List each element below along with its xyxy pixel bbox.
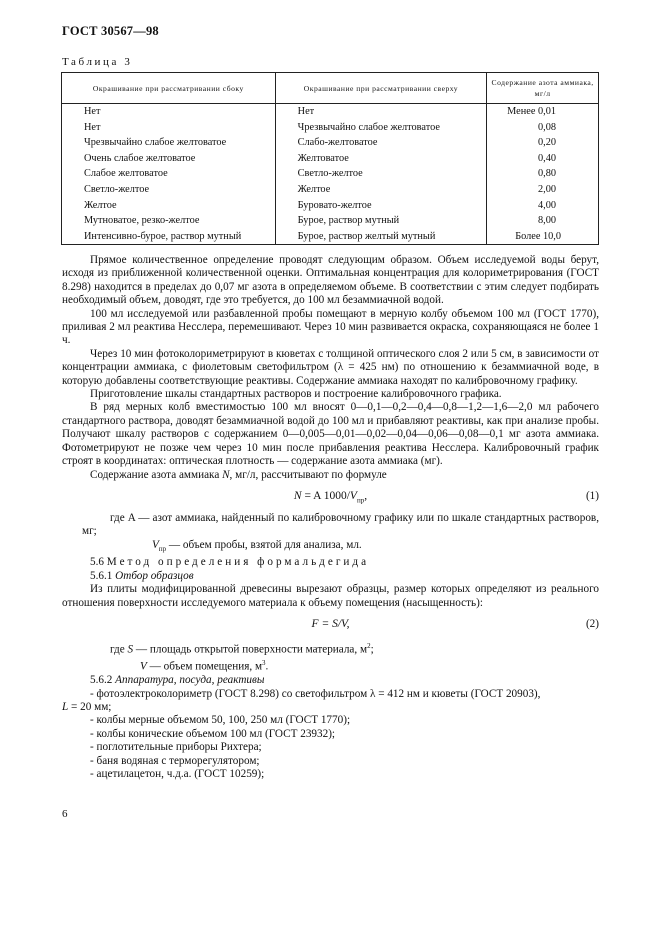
variable: N [222,468,230,481]
text-run: — объем помещения, м [146,660,263,673]
section-number: 5.6 [90,556,107,569]
text-run: ; [370,643,374,656]
text-run: , мг/л, рассчитывают по формуле [229,468,387,481]
section-heading [62,556,599,569]
table-cell: Желтоватое [275,151,487,167]
table-cell: Мутноватое, резко-желтое [62,213,276,229]
table-cell: 0,20 [487,135,599,151]
variable: N [293,489,302,502]
list-item: - ацетилацетон, ч.д.а. (ГОСТ 10259); [90,768,265,781]
paragraph: В ряд мерных колб вместимостью 100 мл вносят 0—0,1—0,2—0,4—0,8—1,2—1,6—2,0 мл рабочего стандартного раствора, доводят безаммиачной водой до 100 мл и прибавляют реактивы, как при анализе пробы. Получают шкалу растворов с содержанием 0—0,005—0,01—0,02—0,04—0,06—0,08—0,1 мг азота аммиака. Фотометрируют не позже чем через 10 мин после прибавления реактива Несслера. Калибровочный график строят в координатах: оптическая плотность — содержание азота аммиака (мг). [62,401,599,468]
table-cell: 0,80 [487,166,599,182]
variable: L [62,701,69,714]
list-item: - поглотительные приборы Рихтера; [90,741,262,754]
variable: S [127,643,134,656]
paragraph: 100 мл исследуемой или разбавленной пробы помещают в мерную колбу объемом 100 мл (ГОСТ 1770), приливая 2 мл реактива Несслера, перемешивают. Через 10 мин развивается окраска, сохраняющаяся не более 1 ч. [62,307,599,347]
table-cell: Более 10,0 [487,229,599,245]
table-header-cell: Окрашивание при рассматривании сверху [275,73,487,104]
table-cell: Чрезвычайно слабое желтоватое [275,120,487,136]
table-cell: Чрезвычайно слабое желтоватое [62,135,276,151]
formula-number: (2) [585,617,599,630]
table-cell: 2,00 [487,182,599,198]
table-cell: Интенсивно-бурое, раствор мутный [62,229,276,245]
text-run: — площадь открытой поверхности материала, м [133,643,368,656]
formula-2 [62,610,599,640]
table-row [62,120,599,136]
paragraph: Прямое количественное определение проводят следующим образом. Объем исследуемой воды берут, исходя из приближенной количественной оценки. Оптимальная концентрация для колориметрирования (ГОСТ 8.298) находится в пределах до 0,07 мг азота в определяемом объеме. В соответствии с этим следует подбирать необходимый объем, доводят, где это требуется, до 100 мл безаммиачной водой. [62,254,599,307]
definition [62,539,599,557]
list-item: - баня водяная с терморегулятором; [90,754,260,767]
table-cell: Буровато-желтое [275,198,487,214]
paragraph: Из плиты модифицированной древесины вырезают образцы, размер которых определяют из реального отношения поверхности исследуемого материала к объему помещения (насыщенность): [62,583,599,609]
list-item: - колбы конические объемом 100 мл (ГОСТ 23932); [90,727,336,740]
table-row [62,229,599,245]
text-run: = 20 мм; [68,701,112,714]
document-header: ГОСТ 30567—98 [62,24,159,38]
list-item: - колбы мерные объемом 50, 100, 250 мл (ГОСТ 1770); [90,714,351,727]
table-cell: Нет [62,104,276,120]
superscript: 3 [262,659,266,668]
text-run: — объем пробы, взятой для анализа, мл. [166,538,362,551]
definition [62,640,599,657]
table-row [62,104,599,120]
table-cell: Светло-желтое [62,182,276,198]
variable: V [140,660,147,673]
table-cell: 8,00 [487,213,599,229]
table-cell: Менее 0,01 [487,104,599,120]
table-cell: Желтое [62,198,276,214]
table-row [62,213,599,229]
definition [62,657,599,674]
table-row [62,166,599,182]
section-title: Метод определения формальдегида [106,556,370,569]
subsection-heading [62,570,599,583]
table-row [62,151,599,167]
text-run: = A 1000/ [301,489,350,502]
section-title: Аппаратура, посуда, реактивы [115,674,265,687]
paragraph: Через 10 мин фотоколориметрируют в кюветах с толщиной оптического слоя 2 или 5 см, в зависимости от концентрации аммиака, с фиолетовым светофильтром (λ = 425 нм) по отношению к безаммиачной воде, в которую добавлены соответствующие реактивы. Содержание аммиака находят по калибровочному графику. [62,347,599,387]
table-3 [61,72,599,245]
variable: V [152,538,159,551]
list-item-continuation [62,701,599,714]
section-number: 5.6.2 [90,674,116,687]
table-cell: 0,40 [487,151,599,167]
section-title: Отбор образцов [115,569,194,582]
subscript: пр [356,496,365,505]
text-run: . [265,660,269,673]
table-cell: 0,08 [487,120,599,136]
definition: где A — азот аммиака, найденный по калибровочному графику или по шкале стандартных растворов, мг; [82,511,599,538]
table-cell: Бурое, раствор мутный [275,213,487,229]
section-number: 5.6.1 [90,569,116,582]
table-row [62,198,599,214]
document-body [62,254,599,782]
table-cell: Слабое желтоватое [62,166,276,182]
page-number: 6 [62,808,68,820]
table-row [62,135,599,151]
table-caption: Таблица 3 [62,56,133,68]
text-run: где [110,643,128,656]
text-run: Содержание азота аммиака [90,468,223,481]
table-cell: Нет [275,104,487,120]
formula-number: (1) [585,489,599,502]
formula-1 [62,482,599,512]
superscript: 2 [367,641,371,650]
table-cell: Нет [62,120,276,136]
subsection-heading [62,674,599,687]
table-header-cell: Содержание азота аммиака, мг/л [487,73,599,104]
table-cell: 4,00 [487,198,599,214]
table-header-cell: Окрашивание при рассматривании сбоку [62,73,276,104]
table-row [62,182,599,198]
table-cell: Бурое, раствор желтый мутный [275,229,487,245]
table-cell: Желтое [275,182,487,198]
table-cell: Очень слабое желтоватое [62,151,276,167]
paragraph: Приготовление шкалы стандартных растворов и построение калибровочного графика. [90,388,502,401]
subscript: пр [158,544,167,553]
variable: V [349,489,357,502]
formula-expression: F = S/V, [311,617,350,630]
table-header-row [62,73,599,104]
paragraph [62,469,599,482]
table-cell: Светло-желтое [275,166,487,182]
table-cell: Слабо-желтоватое [275,135,487,151]
list-item: - фотоэлектроколориметр (ГОСТ 8.298) со светофильтром λ = 412 нм и кюветы (ГОСТ 20903), [90,687,541,700]
formula-expression [62,490,599,508]
text-run: , [364,489,368,502]
